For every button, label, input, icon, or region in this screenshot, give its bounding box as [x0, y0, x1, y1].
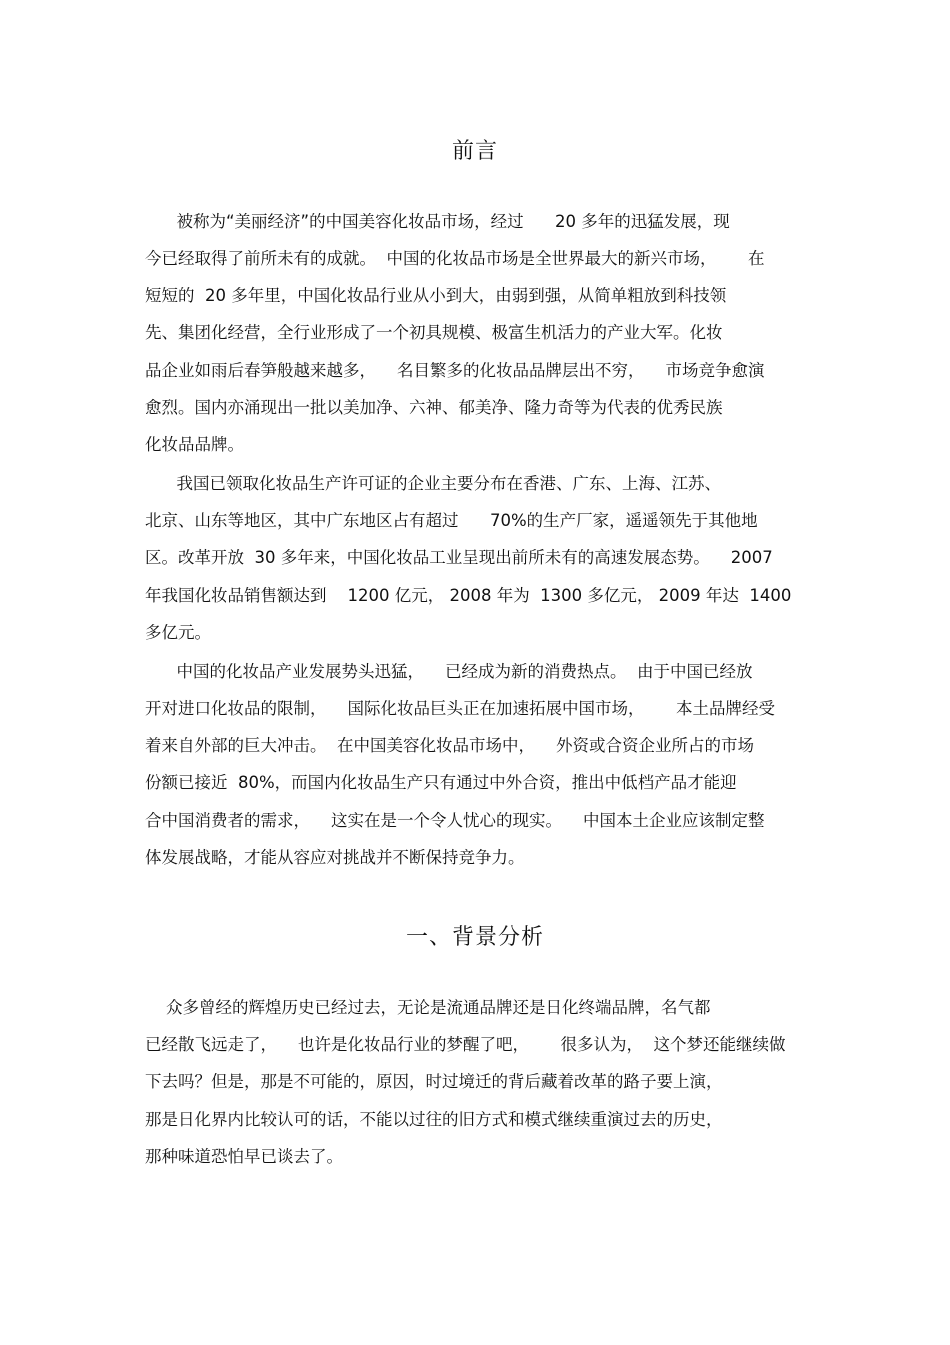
preface-line: 中国的化妆品产业发展势头迅猛， 已经成为新的消费热点。 由于中国已经放 [145, 662, 753, 681]
preface-line: 我国已领取化妆品生产许可证的企业主要分布在香港、广东、上海、江苏、 [145, 474, 721, 493]
preface-line: 着来自外部的巨大冲击。 在中国美容化妆品市场中， 外资或合资企业所占的市场 [145, 736, 754, 755]
background-line: 那是日化界内比较认可的话，不能以过往的旧方式和模式继续重演过去的历史， [145, 1110, 723, 1129]
preface-line: 开对进口化妆品的限制， 国际化妆品巨头正在加速拓展中国市场， 本土品牌经受 [145, 699, 775, 718]
preface-line: 区。改革开放 30 多年来，中国化妆品工业呈现出前所未有的高速发展态势。 2007 [145, 548, 773, 567]
background-line: 那种味道恐怕早已谈去了。 [145, 1147, 343, 1166]
preface-line: 北京、山东等地区，其中广东地区占有超过 70%的生产厂家，遥遥领先于其他地 [145, 511, 758, 530]
preface-heading: 前言 [451, 139, 498, 164]
preface-line: 先、集团化经营，全行业形成了一个初具规模、极富生机活力的产业大军。化妆 [145, 323, 723, 342]
background-line: 已经散飞远走了， 也许是化妆品行业的梦醒了吧， 很多认为， 这个梦还能继续做 [145, 1035, 786, 1054]
preface-line: 短短的 20 多年里，中国化妆品行业从小到大，由弱到强，从简单粗放到科技领 [145, 286, 727, 305]
preface-line: 化妆品品牌。 [145, 435, 244, 454]
background-line: 众多曾经的辉煌历史已经过去，无论是流通品牌还是日化终端品牌，名气都 [145, 998, 711, 1017]
preface-line: 品企业如雨后春笋般越来越多， 名目繁多的化妆品品牌层出不穷， 市场竞争愈演 [145, 361, 765, 380]
background-heading: 一、背景分析 [405, 925, 544, 950]
preface-line: 合中国消费者的需求， 这实在是一个令人忧心的现实。 中国本土企业应该制定整 [145, 811, 765, 830]
preface-line: 多亿元。 [145, 623, 211, 642]
preface-line: 今已经取得了前所未有的成就。 中国的化妆品市场是全世界最大的新兴市场， 在 [145, 249, 765, 268]
preface-line: 份额已接近 80%，而国内化妆品生产只有通过中外合资，推出中低档产品才能迎 [145, 773, 737, 792]
preface-line: 年我国化妆品销售额达到 1200 亿元， 2008 年为 1300 多亿元， 2009 年达 1400 [145, 586, 792, 605]
background-line: 下去吗？但是，那是不可能的，原因，时过境迁的背后藏着改革的路子要上演， [145, 1072, 723, 1091]
preface-line: 愈烈。国内亦涌现出一批以美加净、六神、郁美净、隆力奇等为代表的优秀民族 [145, 398, 723, 417]
preface-line: 体发展战略，才能从容应对挑战并不断保持竞争力。 [145, 848, 525, 867]
preface-line: 被称为“美丽经济”的中国美容化妆品市场，经过 20 多年的迅猛发展，现 [145, 212, 730, 231]
